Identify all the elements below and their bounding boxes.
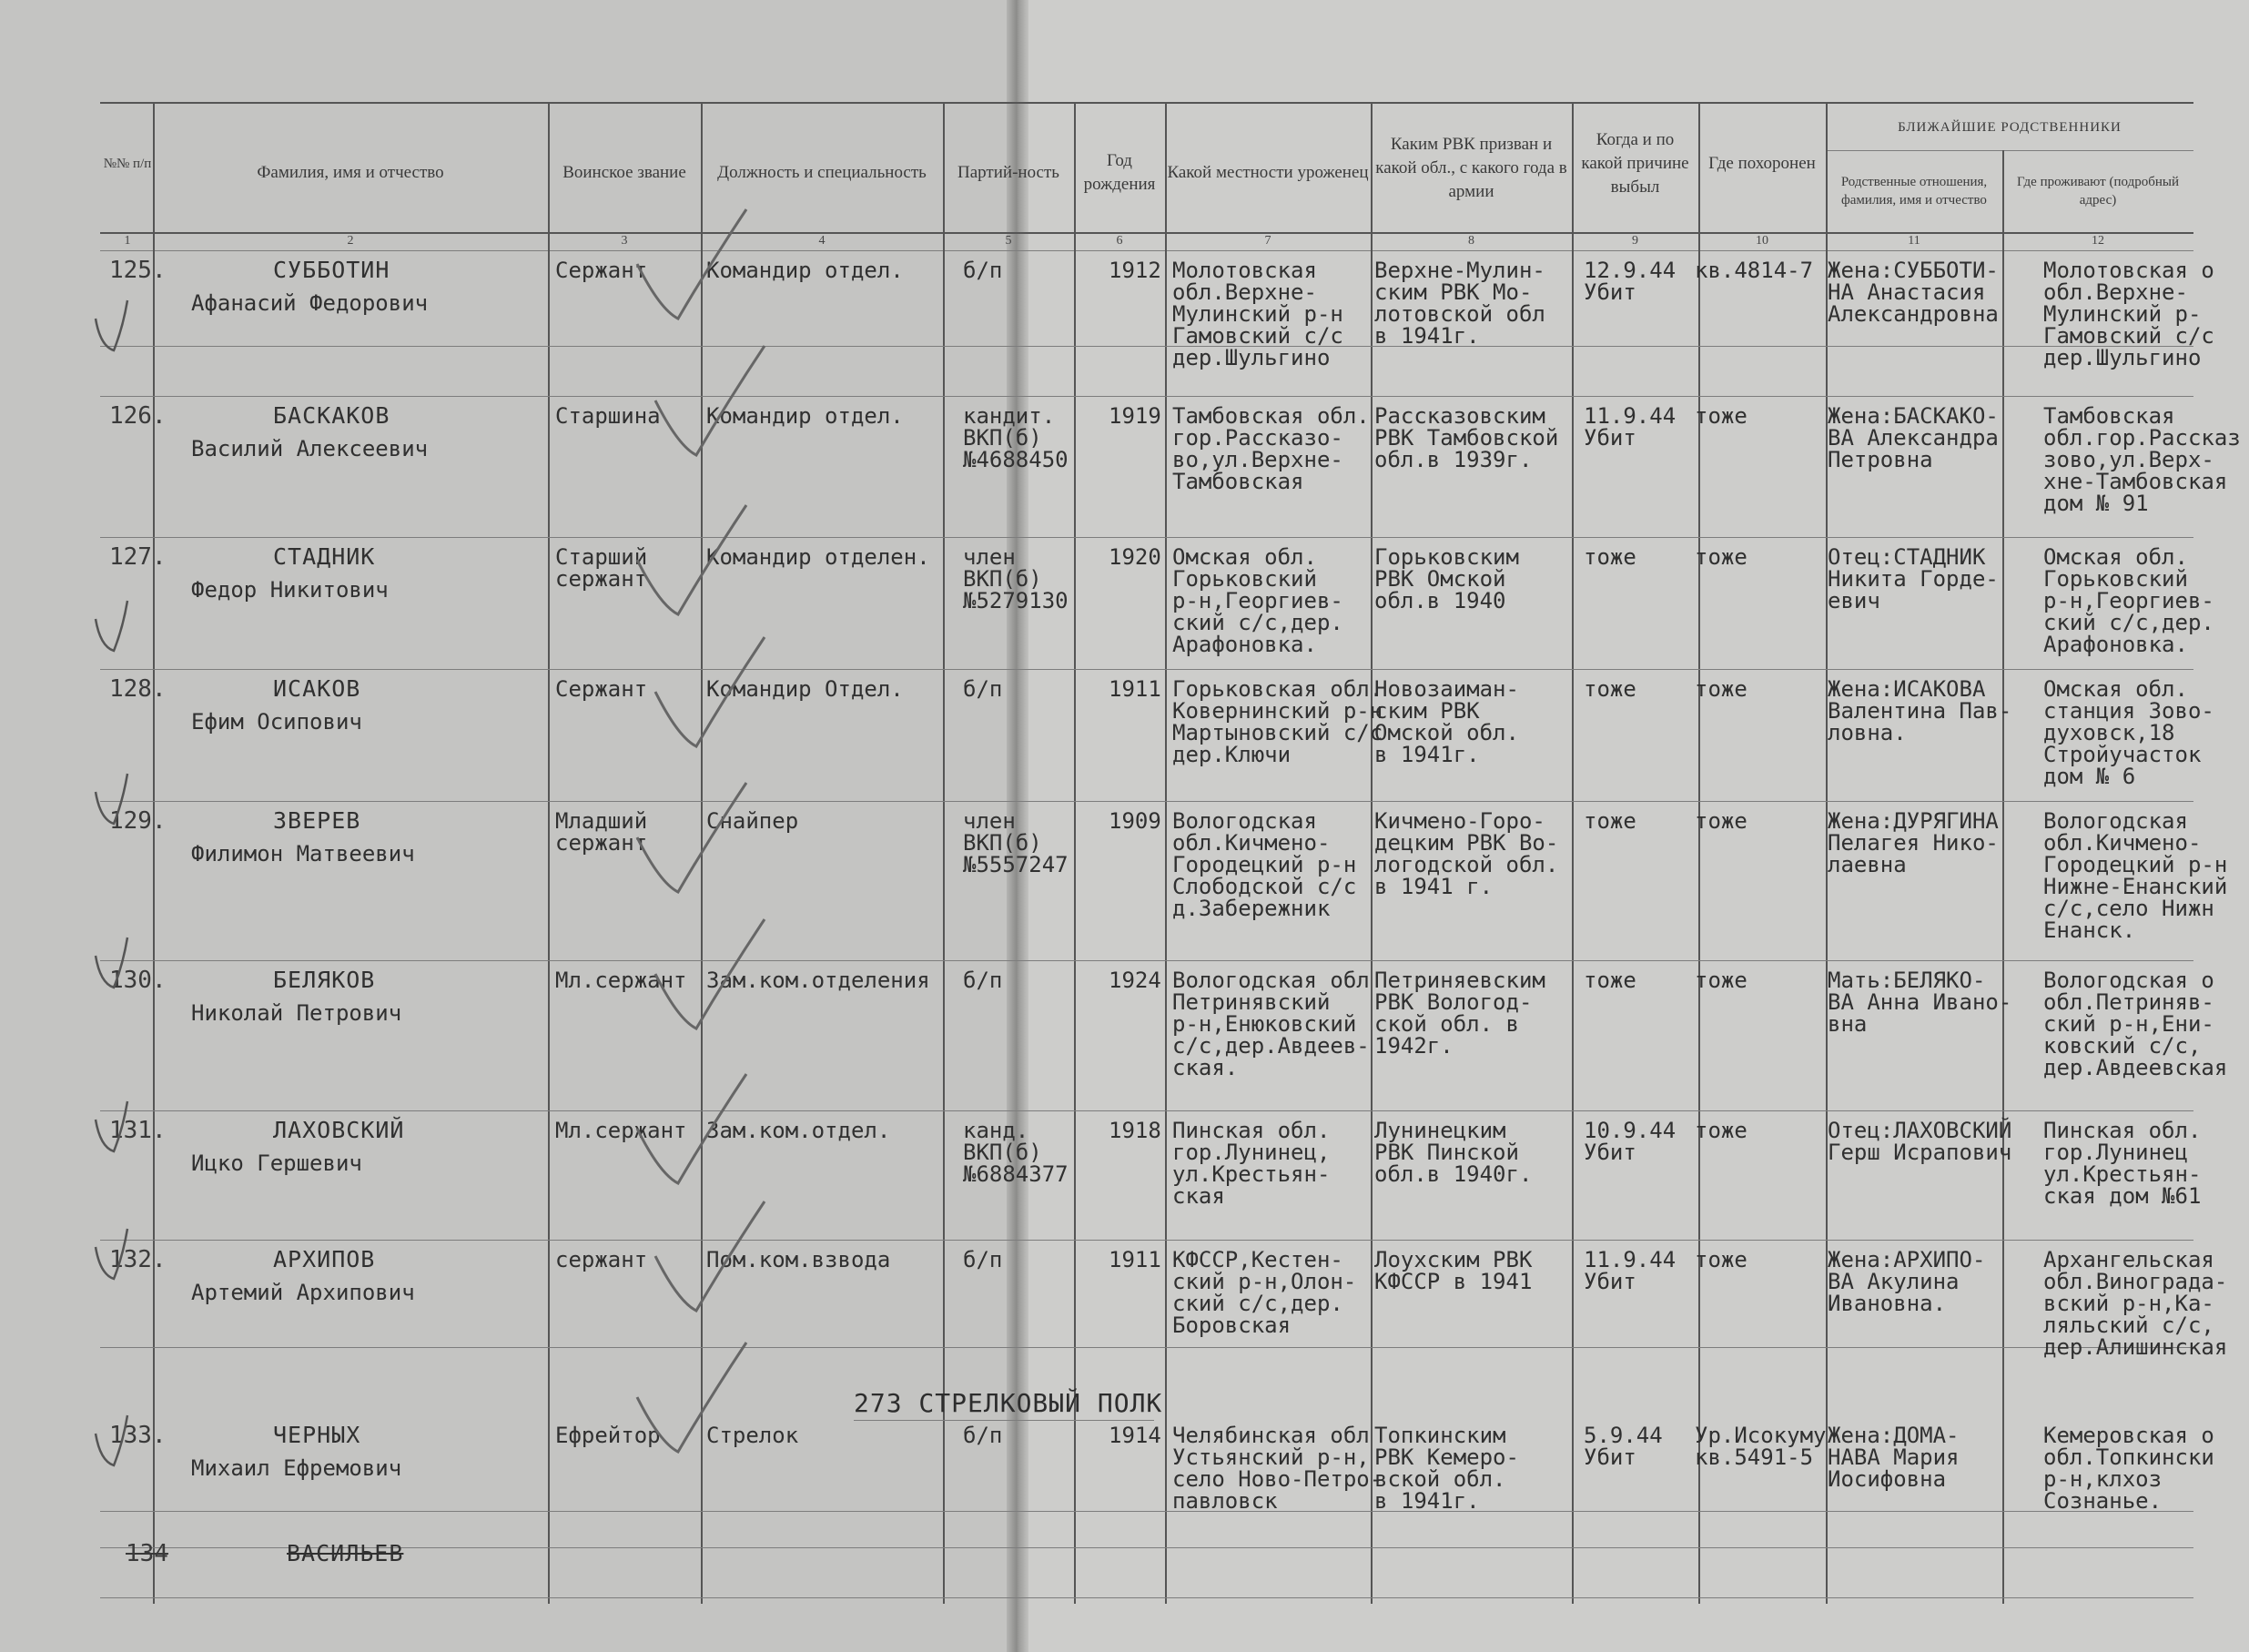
rvk: Лунинецким РВК Пинской обл.в 1940г.: [1374, 1118, 1533, 1187]
surname: СУББОТИН: [273, 257, 390, 283]
header-relative-name: Родственные отношения, фамилия, имя и отчество: [1840, 175, 1988, 208]
address: Вологодская о обл.Петриняв- ский р-н,Ени- ковский с/с, дер.Авдеевская: [2043, 968, 2228, 1080]
birth-year: 1911: [1109, 1247, 1161, 1272]
position: Зам.ком.отделения: [706, 968, 930, 993]
given-name: Афанасий Федорович: [191, 290, 429, 316]
when-left: 11.9.44 Убит: [1584, 1247, 1677, 1294]
row-number: 131.: [109, 1117, 167, 1144]
given-name: Филимон Матвеевич: [191, 841, 415, 867]
row-number: 125.: [109, 257, 167, 284]
surname: ЗВЕРЕВ: [273, 807, 361, 834]
column-number: 8: [1468, 234, 1474, 248]
party: кандит. ВКП(б) №4688450: [963, 403, 1069, 472]
row-number: 127.: [109, 543, 167, 571]
rvk: Лоухским РВК КФССР в 1941: [1374, 1247, 1533, 1294]
when-left: 5.9.44 Убит: [1584, 1423, 1663, 1470]
row-number: 128.: [109, 675, 167, 703]
column-number: 12: [2092, 234, 2104, 248]
surname: АРХИПОВ: [273, 1246, 376, 1272]
burial-place: кв.4814-7: [1695, 258, 1814, 283]
birth-year: 1909: [1109, 808, 1161, 834]
given-name: Федор Никитович: [191, 577, 389, 603]
party: б/п: [963, 258, 1003, 283]
origin: Вологодская обл Петринявский р-н,Енюковский с/с,дер.Авдеев- ская.: [1172, 968, 1370, 1080]
rvk: Горьковским РВК Омской обл.в 1940: [1374, 544, 1519, 613]
surname: ЧЕРНЫХ: [273, 1422, 361, 1448]
surname: ИСАКОВ: [273, 675, 361, 702]
position: Стрелок: [706, 1423, 799, 1448]
given-name: Ицко Гершевич: [191, 1150, 362, 1176]
party: б/п: [963, 1247, 1003, 1272]
header-full-name: Фамилия, имя и отчество: [257, 163, 444, 182]
row-number: 126.: [109, 402, 167, 430]
origin: Тамбовская обл. гор.Рассказо- во,ул.Верхне- Тамбовская: [1172, 403, 1370, 494]
header-number: №№ п/п: [103, 157, 152, 171]
position: Снайпер: [706, 808, 799, 834]
birth-year: 1918: [1109, 1118, 1161, 1143]
origin: Челябинская обл Устьянский р-н, село Ново-Петро- павловск: [1172, 1423, 1383, 1514]
header-origin: Какой местности уроженец: [1167, 163, 1369, 182]
party: канд. ВКП(б) №6884377: [963, 1118, 1069, 1187]
rank: Младший сержант: [555, 808, 648, 856]
surname: ЛАХОВСКИЙ: [273, 1117, 405, 1143]
rvk: Топкинским РВК Кемеро- вской обл. в 1941г.: [1374, 1423, 1519, 1514]
when-left: тоже: [1584, 544, 1636, 570]
column-number: 3: [621, 234, 628, 248]
address: Омская обл. станция Зово- духовск,18 Стройучасток дом № 6: [2043, 676, 2214, 789]
birth-year: 1912: [1109, 258, 1161, 283]
column-number: 4: [818, 234, 826, 248]
rank: Мл.сержант: [555, 1118, 687, 1143]
column-number: 5: [1005, 234, 1012, 248]
relative: Жена:ДОМА- НАВА Мария Иосифовна: [1828, 1423, 1960, 1492]
column-number: 6: [1116, 234, 1123, 248]
address: Кемеровская о обл.Топкински р-н,клхоз Сознанье.: [2043, 1423, 2214, 1514]
burial-place: тоже: [1695, 808, 1748, 834]
relative: Жена:БАСКАКО- ВА Александра Петровна: [1828, 403, 1999, 472]
rvk: Новозаиман- ским РВК Омской обл. в 1941г.: [1374, 676, 1519, 767]
origin: Вологодская обл.Кичмено- Городецкий р-н Слободской с/с д.Забережник: [1172, 808, 1357, 921]
relative: Отец:ЛАХОВСКИЙ Герш Исрапович: [1828, 1118, 2012, 1165]
origin: КФССР,Кестен- ский р-н,Олон- ский с/с,дер. Боровская: [1172, 1247, 1357, 1338]
row-number: 129.: [109, 807, 167, 835]
rvk: Кичмено-Горо- децким РВК Во- логодской обл. в 1941 г.: [1374, 808, 1559, 899]
rank: сержант: [555, 1247, 648, 1272]
origin: Пинская обл. гор.Лунинец, ул.Крестьян- ская: [1172, 1118, 1331, 1209]
rank: Мл.сержант: [555, 968, 687, 993]
row-number: 130.: [109, 967, 167, 994]
address: Вологодская обл.Кичмено- Городецкий р-н Нижне-Енанский с/с,село Нижн Енанск.: [2043, 808, 2228, 943]
burial-place: тоже: [1695, 544, 1748, 570]
party: б/п: [963, 1423, 1003, 1448]
column-number: 10: [1756, 234, 1768, 248]
relative: Жена:АРХИПО- ВА Акулина Ивановна.: [1828, 1247, 1986, 1316]
header-birth-year: Год рождения: [1083, 151, 1156, 194]
given-name: Ефим Осипович: [191, 709, 362, 735]
rank: Ефрейтор: [555, 1423, 661, 1448]
section-heading: 273 СТРЕЛКОВЫЙ ПОЛК: [854, 1388, 1163, 1418]
position: Командир отделен.: [706, 544, 930, 570]
header-address: Где проживают (подробный адрес): [2017, 175, 2179, 208]
header-buried: Где похоронен: [1708, 154, 1816, 173]
column-number: 7: [1264, 234, 1271, 248]
party: член ВКП(б) №5557247: [963, 808, 1069, 877]
rvk: Петриняевским РВК Вологод- ской обл. в 1942г.: [1374, 968, 1545, 1059]
relative: Мать:БЕЛЯКО- ВА Анна Ивано- вна: [1828, 968, 2012, 1037]
address: Тамбовская обл.гор.Рассказ зово,ул.Верх- хне-Тамбовская дом № 91: [2043, 403, 2241, 516]
address: Молотовская о обл.Верхне- Мулинский р- Гамовский с/с дер.Шульгино: [2043, 258, 2214, 370]
origin: Горьковская обл. Ковернинский р-н Мартыновский с/с дер.Ключи: [1172, 676, 1383, 767]
row-number: 133.: [109, 1422, 167, 1449]
when-left: 12.9.44 Убит: [1584, 258, 1677, 305]
header-when: Когда и по какой причине выбыл: [1581, 130, 1689, 197]
position: Зам.ком.отдел.: [706, 1118, 891, 1143]
column-number: 1: [124, 234, 131, 248]
position: Командир Отдел.: [706, 676, 904, 702]
header-party: Партий-ность: [957, 163, 1059, 182]
burial-place: тоже: [1695, 403, 1748, 429]
given-name: Михаил Ефремович: [191, 1455, 402, 1481]
surname: БАСКАКОВ: [273, 402, 390, 429]
header-rvk: Каким РВК призван и какой обл., с какого года в армии: [1375, 135, 1567, 201]
birth-year: 1919: [1109, 403, 1161, 429]
when-left: тоже: [1584, 808, 1636, 834]
header-relatives-group: БЛИЖАЙШИЕ РОДСТВЕННИКИ: [1898, 120, 2122, 135]
position: Пом.ком.взвода: [706, 1247, 891, 1272]
origin: Молотовская обл.Верхне- Мулинский р-н Гамовский с/с дер.Шульгино: [1172, 258, 1343, 370]
origin: Омская обл. Горьковский р-н,Георгиев- ский с/с,дер. Арафоновка.: [1172, 544, 1343, 657]
party: член ВКП(б) №5279130: [963, 544, 1069, 613]
when-left: тоже: [1584, 676, 1636, 702]
column-number: 11: [1908, 234, 1920, 248]
birth-year: 1924: [1109, 968, 1161, 993]
burial-place: тоже: [1695, 676, 1748, 702]
address: Архангельская обл.Винограда- вский р-н,Ка- ляльский с/с, дер.Алишинская: [2043, 1247, 2228, 1360]
burial-place: тоже: [1695, 968, 1748, 993]
rvk: Верхне-Мулин- ским РВК Мо- лотовской обл в 1941г.: [1374, 258, 1545, 349]
header-position: Должность и специальность: [717, 163, 927, 182]
given-name: Николай Петрович: [191, 1000, 402, 1026]
rank: Сержант: [555, 676, 648, 702]
party: б/п: [963, 968, 1003, 993]
relative: Жена:СУББОТИ- НА Анастасия Александровна: [1828, 258, 1999, 327]
address: Пинская обл. гор.Лунинец ул.Крестьян- ская дом №61: [2043, 1118, 2202, 1209]
rank: Сержант: [555, 258, 648, 283]
when-left: 11.9.44 Убит: [1584, 403, 1677, 451]
party: б/п: [963, 676, 1003, 702]
rank: Старший сержант: [555, 544, 648, 592]
relative: Жена:ИСАКОВА Валентина Пав- ловна.: [1828, 676, 2012, 745]
relative: Отец:СТАДНИК Никита Горде- евич: [1828, 544, 1999, 613]
burial-place: тоже: [1695, 1118, 1748, 1143]
when-left: 10.9.44 Убит: [1584, 1118, 1677, 1165]
header-rank: Воинское звание: [562, 163, 686, 182]
column-number: 2: [347, 234, 354, 248]
relative: Жена:ДУРЯГИНА Пелагея Нико- лаевна: [1828, 808, 1999, 877]
burial-place: тоже: [1695, 1247, 1748, 1272]
given-name: Артемий Архипович: [191, 1280, 415, 1305]
rank: Старшина: [555, 403, 661, 429]
surname: БЕЛЯКОВ: [273, 967, 376, 993]
given-name: Василий Алексеевич: [191, 436, 429, 461]
birth-year: 1911: [1109, 676, 1161, 702]
when-left: тоже: [1584, 968, 1636, 993]
struck-row-name: ВАСИЛЬЕВ: [287, 1540, 404, 1566]
address: Омская обл. Горьковский р-н,Георгиев- ский с/с,дер. Арафоновка.: [2043, 544, 2214, 657]
struck-row-number: 134: [126, 1540, 168, 1567]
row-number: 132.: [109, 1246, 167, 1273]
column-number: 9: [1632, 234, 1638, 248]
rvk: Рассказовским РВК Тамбовской обл.в 1939г.: [1374, 403, 1559, 472]
birth-year: 1920: [1109, 544, 1161, 570]
birth-year: 1914: [1109, 1423, 1161, 1448]
burial-place: Ур.Исокуму кв.5491-5: [1695, 1423, 1827, 1470]
position: Командир отдел.: [706, 258, 904, 283]
surname: СТАДНИК: [273, 543, 376, 570]
position: Командир отдел.: [706, 403, 904, 429]
